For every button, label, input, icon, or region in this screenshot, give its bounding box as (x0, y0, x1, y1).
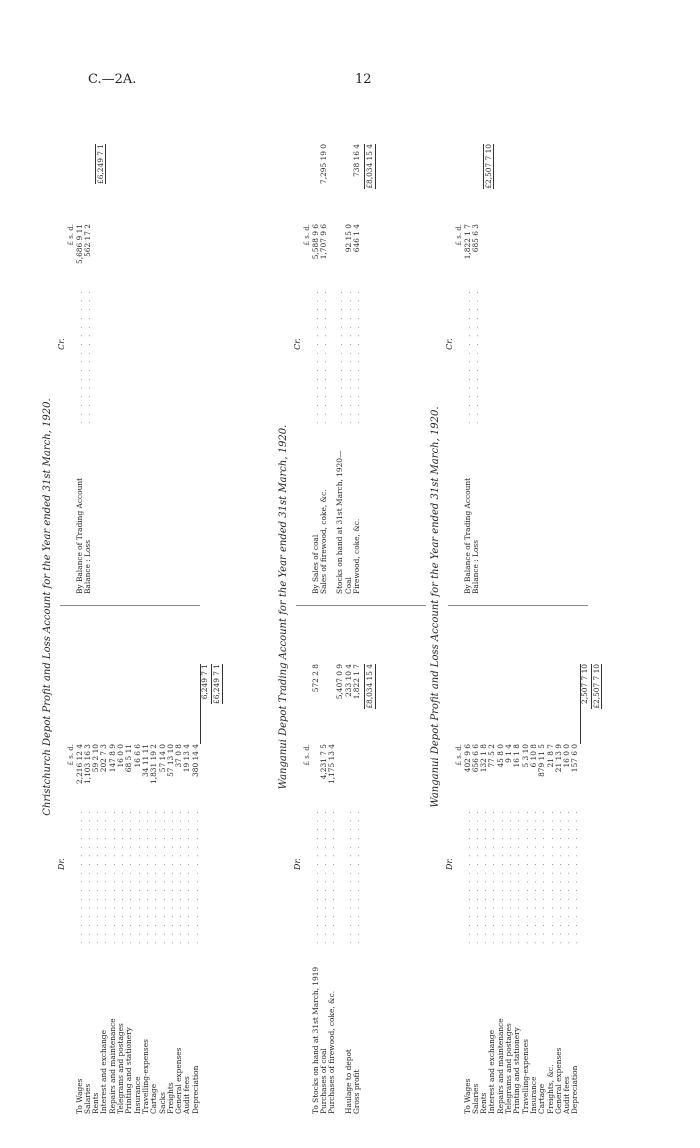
spacer (95, 224, 103, 304)
currency-units: £ s. d. (67, 744, 76, 766)
row-amount: 57 14 0 (157, 744, 167, 773)
leader-dots: . . . . . . . . . . . . . . . . (553, 809, 563, 944)
row-label: Interest and exchange (487, 1030, 497, 1114)
account-title: Wanganui Depot Profit and Loss Account for the Year ended 31st March, 1920. (430, 406, 441, 808)
spacer (591, 824, 599, 944)
row-amount: 92 15 0 (343, 224, 353, 253)
side-heading: Dr. (57, 858, 66, 870)
row-amount: 4,231 7 5 (318, 744, 328, 780)
leader-dots: . . . . . . . . . . . . . . . . (495, 809, 505, 944)
row-amount: 1,831 19 2 (149, 744, 159, 784)
leader-dots: . . . . . . . . . . . . . . . . (487, 809, 497, 944)
row-amount-extended: 5,407 0 9 (335, 664, 345, 700)
row-amount-extended (167, 664, 175, 744)
page-number: 12 (355, 72, 372, 87)
row-label: Repairs and maintenance (495, 1018, 505, 1114)
total-amount (95, 144, 106, 224)
spacer (364, 824, 372, 944)
row-amount-extended (505, 664, 513, 744)
row-amount: 1,822 1 7 (462, 224, 472, 260)
account-title: Christchurch Depot Profit and Loss Account for the Year ended 31st March, 1920. (42, 398, 53, 816)
row-label: General expenses (553, 1047, 563, 1114)
row-amount-extended (159, 664, 167, 744)
row-label: Stocks on hand at 31st March, 1920— (335, 450, 345, 594)
row-amount: 21 8 7 (545, 744, 555, 768)
row-amount-extended (530, 664, 538, 744)
leader-dots: . . . . . . . . . . . . . . . . (107, 809, 117, 944)
row-amount: 1,103 16 3 (82, 744, 92, 784)
rotated-accounts-sheet (40, 90, 670, 1124)
row-amount: 59 2 10 (91, 744, 101, 773)
spacer (95, 304, 103, 424)
total-row (95, 94, 106, 594)
document-reference: C.—2A. (88, 72, 137, 87)
leader-dots: . . . . . . . . . . . . . . . . (140, 809, 150, 944)
total-row (364, 94, 375, 594)
row-label: Cartage (537, 1083, 547, 1114)
row-label: To Stocks on hand at 31st March, 1919 (310, 966, 320, 1114)
row-amount-extended (480, 664, 488, 744)
row-label: Printing and stationery (512, 1027, 522, 1114)
total-row (211, 614, 222, 1114)
currency-units: £ s. d. (303, 224, 312, 246)
ledger-row (353, 94, 361, 594)
row-label: Rents (479, 1092, 489, 1114)
spacer (580, 824, 588, 944)
total-value: £2,507 7 10 (592, 664, 602, 709)
row-amount: 16 0 0 (116, 744, 126, 768)
total-value: £6,249 7 1 (96, 144, 106, 184)
row-label: Purchases of coal (318, 1048, 328, 1114)
spacer (591, 744, 599, 824)
row-amount: 57 13 10 (165, 744, 175, 777)
spacer (483, 424, 491, 594)
row-label: Freights, &c. (545, 1064, 555, 1114)
leader-dots: . . . . . . . . . . . . . . . . (99, 809, 109, 944)
side-heading: Dr. (293, 858, 302, 870)
row-amount: 45 8 0 (495, 744, 505, 768)
leader-dots: . . . . . . . . . . . . . . . . (116, 809, 126, 944)
row-amount-extended (100, 664, 108, 744)
side-heading: Dr. (445, 858, 454, 870)
row-amount-extended (464, 144, 472, 224)
row-amount-extended (488, 664, 496, 744)
debit-side (58, 614, 220, 1114)
debit-side (445, 614, 602, 1114)
leader-dots: . . . . . . . . . . . . . . . . (82, 809, 92, 944)
row-amount-extended (472, 144, 480, 224)
row-amount-extended (547, 664, 555, 744)
leader-dots: . . . . . . . . . . . . . . . . (174, 809, 184, 944)
row-label: Audit fees (182, 1076, 192, 1114)
row-amount-extended (150, 664, 158, 744)
row-amount-extended (563, 664, 571, 744)
leader-dots: . . . . . . . . . . . . . . . . (318, 289, 328, 424)
row-amount: 5 3 10 (520, 744, 530, 768)
row-label: Depreciation (570, 1065, 580, 1114)
spacer (95, 424, 103, 594)
leader-dots: . . . . . . . . . . . . . . . . (352, 289, 362, 424)
total-amount (364, 144, 375, 224)
leader-dots: . . . . . . . . . . . . . . . . (335, 289, 345, 424)
leader-dots: . . . . . . . . . . . . . . . . (470, 809, 480, 944)
currency-units: £ s. d. (67, 224, 76, 246)
currency-units: £ s. d. (455, 224, 464, 246)
total-row (591, 614, 602, 1114)
row-label: Gross profit (352, 1069, 362, 1114)
total-amount (364, 664, 375, 744)
row-amount: 147 8 9 (107, 744, 117, 773)
row-label: Audit fees (562, 1076, 572, 1114)
leader-dots: . . . . . . . . . . . . . . . . (352, 809, 362, 944)
total-amount (483, 144, 494, 224)
credit-side (294, 94, 373, 594)
leader-dots: . . . . . . . . . . . . . . . . (74, 289, 84, 424)
total-value: £8,034 15 4 (365, 144, 375, 189)
row-amount: 202 7 3 (99, 744, 109, 773)
row-amount-extended (175, 664, 183, 744)
leader-dots: . . . . . . . . . . . . . . . . (528, 809, 538, 944)
row-amount-extended (109, 664, 117, 744)
row-label: Freights (165, 1082, 175, 1114)
leader-dots: . . . . . . . . . . . . . . . . (74, 809, 84, 944)
credit-side (445, 94, 494, 594)
subtotal-amount: 2,507 7 10 (580, 664, 588, 744)
leader-dots: . . . . . . . . . . . . . . . . (462, 809, 472, 944)
row-label: To Wages (74, 1078, 84, 1114)
row-amount-extended (134, 664, 142, 744)
row-amount-extended (464, 664, 472, 744)
row-amount-extended (538, 664, 546, 744)
row-amount: 1,707 9 6 (318, 224, 328, 260)
row-amount-extended (142, 664, 150, 744)
leader-dots: . . . . . . . . . . . . . . . . (479, 809, 489, 944)
row-label: Balance : Loss (470, 539, 480, 594)
row-amount: 16 6 6 (132, 744, 142, 768)
spacer (580, 944, 588, 1114)
row-amount: 562 17 2 (82, 224, 92, 257)
row-amount-extended (76, 664, 84, 744)
row-amount: 77 5 2 (487, 744, 497, 768)
leader-dots: . . . . . . . . . . . . . . . . (343, 289, 353, 424)
row-label: Salaries (82, 1083, 92, 1114)
row-label: By Sales of coal (310, 534, 320, 594)
leader-dots: . . . . . . . . . . . . . . . . (545, 809, 555, 944)
leader-dots: . . . . . . . . . . . . . . . . (149, 809, 159, 944)
row-label: Repairs and maintenance (107, 1018, 117, 1114)
row-amount-extended (472, 664, 480, 744)
row-amount: 9 1 4 (504, 744, 514, 763)
credit-side (57, 94, 106, 594)
row-label: By Balance of Trading Account (462, 477, 472, 594)
total-row (483, 94, 494, 594)
side-heading: Cr. (293, 338, 302, 350)
side-heading: Cr. (445, 338, 454, 350)
spacer (580, 744, 588, 824)
row-amount: 2,216 12 4 (74, 744, 84, 784)
row-amount-extended (320, 664, 328, 744)
row-amount-extended (555, 664, 563, 744)
ledger-row (353, 614, 361, 1114)
leader-dots: . . . . . . . . . . . . . . . . (132, 809, 142, 944)
row-label: Insurance (528, 1076, 538, 1114)
ledger-row (472, 94, 480, 594)
row-amount-extended (497, 664, 505, 744)
row-amount (353, 744, 361, 824)
subtotal-amount: 6,249 7 1 (200, 664, 208, 744)
leader-dots: . . . . . . . . . . . . . . . . (562, 809, 572, 944)
row-label: Insurance (132, 1076, 142, 1114)
leader-dots: . . . . . . . . . . . . . . . . (570, 809, 580, 944)
row-label: Travelling-expenses (520, 1039, 530, 1114)
leader-dots: . . . . . . . . . . . . . . . . (165, 809, 175, 944)
row-amount-extended (117, 664, 125, 744)
subtotal-row (580, 614, 588, 1114)
leader-dots: . . . . . . . . . . . . . . . . (318, 809, 328, 944)
row-amount: 37 0 8 (174, 744, 184, 768)
leader-dots: . . . . . . . . . . . . . . . . (91, 809, 101, 944)
row-amount-extended: 1,822 1 7 (352, 664, 362, 700)
spacer (200, 744, 208, 824)
row-amount-extended (84, 144, 92, 224)
ledger-row (192, 614, 200, 1114)
row-amount: 6 10 8 (528, 744, 538, 768)
leader-dots: . . . . . . . . . . . . . . . . (310, 289, 320, 424)
spacer (591, 944, 599, 1114)
row-amount: 16 1 8 (512, 744, 522, 768)
row-amount: 21 13 9 (553, 744, 563, 773)
row-amount-extended (84, 664, 92, 744)
ledger-row (571, 614, 579, 1114)
row-label: Rents (91, 1092, 101, 1114)
row-label: Haulage to depot (343, 1049, 353, 1114)
row-amount-extended (192, 664, 200, 744)
leader-dots: . . . . . . . . . . . . . . . . (343, 809, 353, 944)
row-amount: 1,175 13 4 (327, 744, 337, 784)
leader-dots: . . . . . . . . . . . . . . . . (157, 809, 167, 944)
ledger-row (320, 94, 328, 594)
spacer (200, 824, 208, 944)
total-value: £6,249 7 1 (212, 664, 222, 704)
row-amount-extended: 738 16 4 (352, 144, 362, 177)
row-amount: 16 0 0 (562, 744, 572, 768)
spacer (364, 744, 372, 824)
total-value: £8,034 15 4 (365, 664, 375, 709)
leader-dots: . . . . . . . . . . . . . . . . (310, 809, 320, 944)
row-amount: 5,686 9 11 (74, 224, 84, 264)
leader-dots: . . . . . . . . . . . . . . . . (470, 289, 480, 424)
row-amount-extended (76, 144, 84, 224)
spacer (364, 424, 372, 594)
row-label: By Balance of Trading Account (74, 477, 84, 594)
account-divider (60, 605, 200, 606)
total-value: £2,507 7 10 (484, 144, 494, 189)
row-label: Sales of firewood, coke, &c. (318, 489, 328, 594)
row-label: Coal (343, 577, 353, 594)
row-label: To Wages (462, 1078, 472, 1114)
currency-units: £ s. d. (303, 744, 312, 766)
row-amount: 132 1 8 (479, 744, 489, 773)
row-label: Sacks (157, 1092, 167, 1114)
row-amount-extended: 572 2 8 (310, 664, 320, 693)
row-label: Firewood, coke, &c. (352, 518, 362, 594)
row-label: Salaries (470, 1083, 480, 1114)
leader-dots: . . . . . . . . . . . . . . . . (512, 809, 522, 944)
spacer (211, 824, 219, 944)
row-amount: 380 14 4 (190, 744, 200, 777)
row-label: Travelling-expenses (140, 1039, 150, 1114)
ledger-row (84, 94, 92, 594)
leader-dots: . . . . . . . . . . . . . . . . (327, 809, 337, 944)
spacer (211, 744, 219, 824)
row-amount-extended (125, 664, 133, 744)
leader-dots: . . . . . . . . . . . . . . . . (82, 289, 92, 424)
row-label: Interest and exchange (99, 1030, 109, 1114)
row-amount-extended (571, 664, 579, 744)
row-label: Cartage (149, 1083, 159, 1114)
row-label: Printing and stationery (124, 1027, 134, 1114)
row-label: General expenses (174, 1047, 184, 1114)
row-amount: 19 13 4 (182, 744, 192, 773)
total-amount (591, 664, 602, 744)
total-amount (211, 664, 222, 744)
spacer (200, 944, 208, 1114)
leader-dots: . . . . . . . . . . . . . . . . (520, 809, 530, 944)
row-label: Depreciation (190, 1065, 200, 1114)
spacer (364, 944, 372, 1114)
subtotal-row (200, 614, 208, 1114)
row-amount-extended (328, 144, 336, 224)
row-label: Telegrams and postages (116, 1023, 126, 1114)
row-amount-extended (92, 664, 100, 744)
leader-dots: . . . . . . . . . . . . . . . . (462, 289, 472, 424)
leader-dots: . . . . . . . . . . . . . . . . (182, 809, 192, 944)
row-label: Telegrams and postages (504, 1023, 514, 1114)
row-amount: 879 11 5 (537, 744, 547, 777)
row-amount: 402 9 6 (462, 744, 472, 773)
spacer (211, 944, 219, 1114)
row-label: Balance : Loss (82, 539, 92, 594)
row-amount: 5,588 9 6 (310, 224, 320, 260)
currency-units: £ s. d. (455, 744, 464, 766)
row-label: Purchases of firewood, coke, &c. (327, 990, 337, 1114)
leader-dots: . . . . . . . . . . . . . . . . (504, 809, 514, 944)
account-divider (296, 605, 426, 606)
leader-dots: . . . . . . . . . . . . . . . . (190, 809, 200, 944)
row-amount-extended (513, 664, 521, 744)
total-row (364, 614, 375, 1114)
account-title: Wanganui Depot Trading Account for the Year ended 31st March, 1920. (278, 424, 289, 790)
row-amount: 68 5 11 (124, 744, 134, 773)
leader-dots: . . . . . . . . . . . . . . . . (537, 809, 547, 944)
debit-side (294, 614, 373, 1114)
spacer (483, 224, 491, 304)
row-amount-extended: 7,295 19 0 (318, 144, 328, 184)
row-amount: 685 6 3 (470, 224, 480, 253)
row-amount-extended (183, 664, 191, 744)
row-amount: 157 6 0 (570, 744, 580, 773)
row-amount: 656 6 6 (470, 744, 480, 773)
row-amount-extended (522, 664, 530, 744)
spacer (364, 304, 372, 424)
row-amount-extended: 233 10 4 (343, 664, 353, 697)
row-amount-extended (336, 144, 344, 224)
leader-dots: . . . . . . . . . . . . . . . . (124, 809, 134, 944)
row-amount: 34 11 11 (140, 744, 150, 777)
row-amount: 646 1 4 (352, 224, 362, 253)
spacer (364, 224, 372, 304)
account-divider (448, 605, 588, 606)
side-heading: Cr. (57, 338, 66, 350)
spacer (483, 304, 491, 424)
